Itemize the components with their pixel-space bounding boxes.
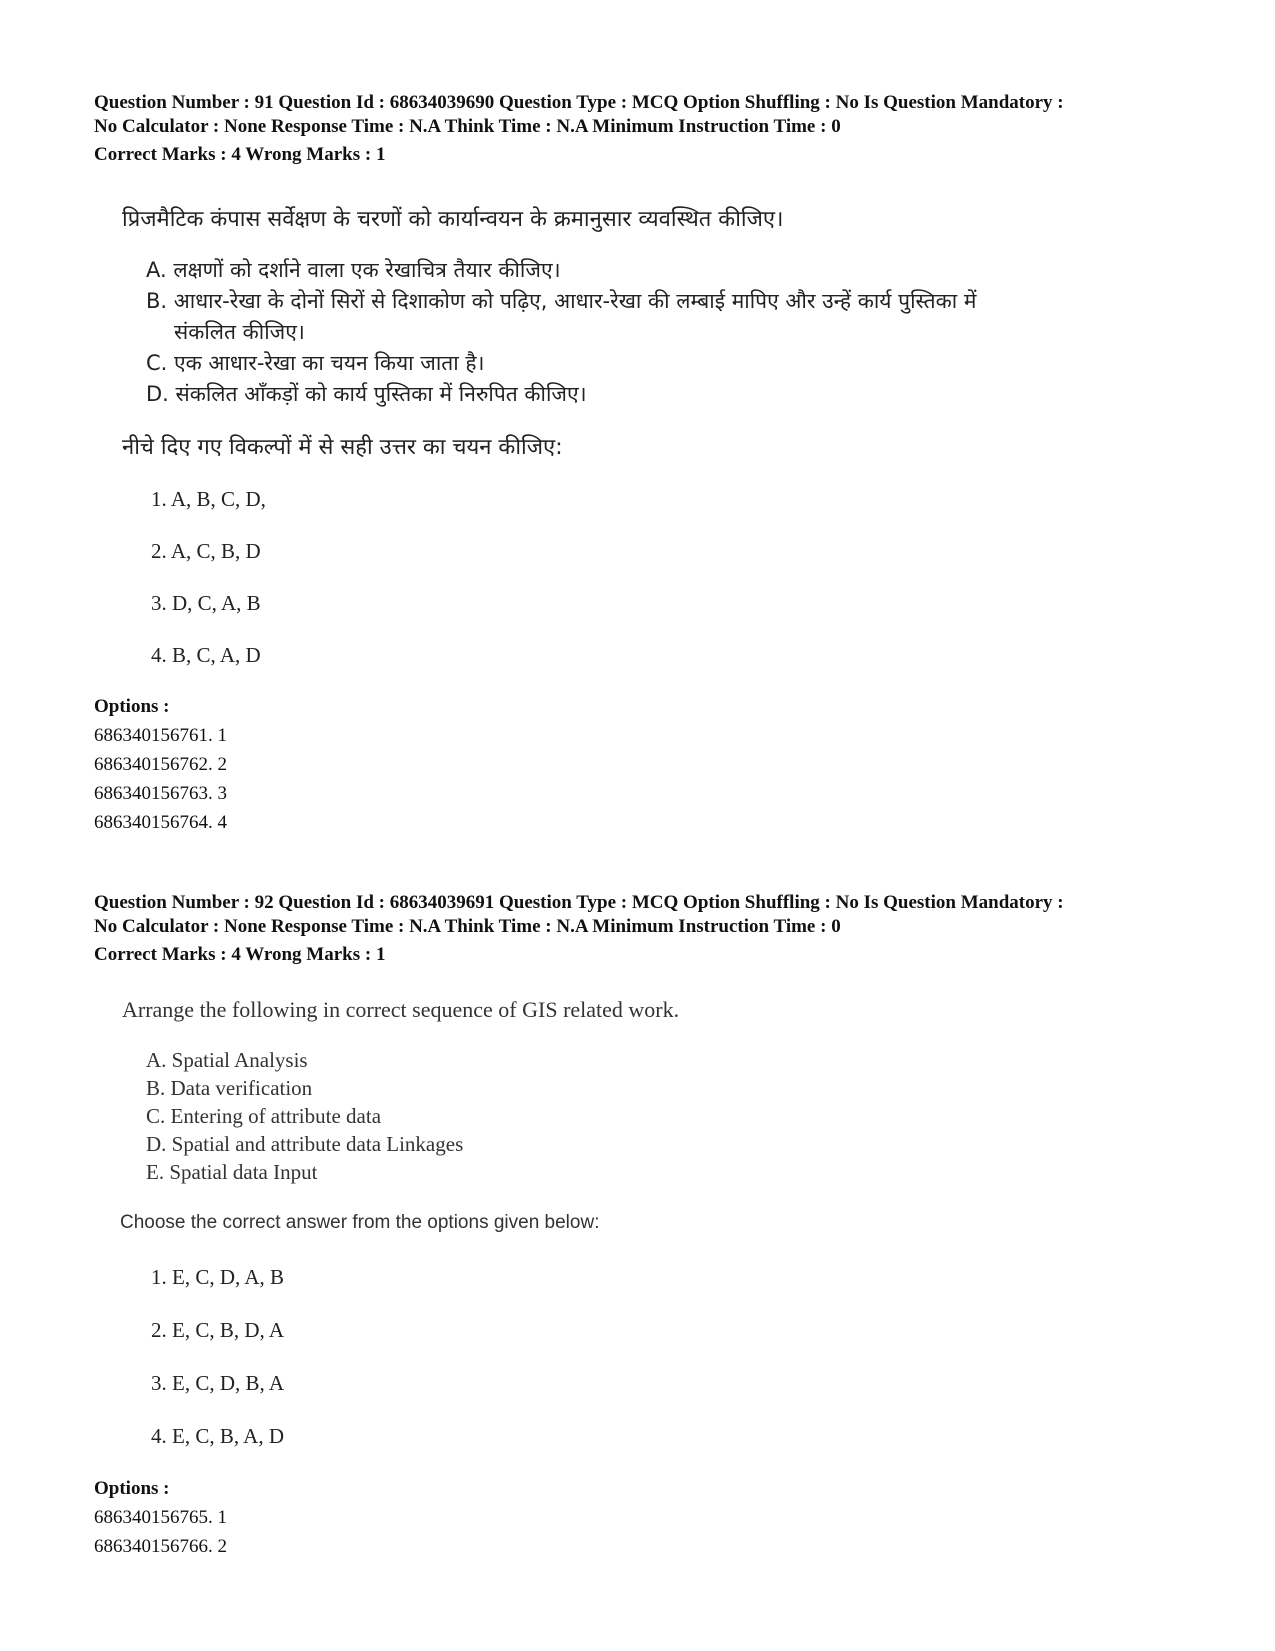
q91-item-c: C. एक आधार-रेखा का चयन किया जाता है। bbox=[146, 351, 485, 375]
q91-options-label: Options : bbox=[94, 696, 170, 717]
q91-meta-line-2: No Calculator : None Response Time : N.A Think Time : N.A Minimum Instruction Time : 0 bbox=[94, 116, 841, 137]
q91-choice-4: 4. B, C, A, D bbox=[151, 643, 261, 667]
q91-item-a: A. लक्षणों को दर्शाने वाला एक रेखाचित्र तैयार कीजिए। bbox=[146, 258, 561, 282]
q92-marks: Correct Marks : 4 Wrong Marks : 1 bbox=[94, 944, 386, 965]
q91-meta-line-1: Question Number : 91 Question Id : 68634039690 Question Type : MCQ Option Shuffling : No Is Question Mandatory : bbox=[94, 92, 1064, 113]
q91-option-1: 686340156761. 1 bbox=[94, 725, 227, 746]
q91-option-3: 686340156763. 3 bbox=[94, 783, 227, 804]
q91-item-b-continued: संकलित कीजिए। bbox=[174, 320, 305, 344]
q91-option-2: 686340156762. 2 bbox=[94, 754, 227, 775]
q91-item-b: B. आधार-रेखा के दोनों सिरों से दिशाकोण को पढ़िए, आधार-रेखा की लम्बाई मापिए और उन्हें कार्य पुस्तिका में bbox=[146, 289, 977, 313]
q92-item-a: A. Spatial Analysis bbox=[146, 1048, 308, 1072]
q92-meta-line-1: Question Number : 92 Question Id : 68634039691 Question Type : MCQ Option Shuffling : No Is Question Mandatory : bbox=[94, 892, 1064, 913]
q91-choice-3: 3. D, C, A, B bbox=[151, 591, 261, 615]
q91-choice-1: 1. A, B, C, D, bbox=[151, 487, 266, 511]
q92-item-d: D. Spatial and attribute data Linkages bbox=[146, 1132, 464, 1156]
q92-option-2: 686340156766. 2 bbox=[94, 1536, 227, 1557]
q92-options-label: Options : bbox=[94, 1478, 170, 1499]
q92-item-c: C. Entering of attribute data bbox=[146, 1104, 382, 1128]
q92-choice-2: 2. E, C, B, D, A bbox=[151, 1318, 285, 1342]
q92-item-e: E. Spatial data Input bbox=[146, 1160, 318, 1184]
q92-option-1: 686340156765. 1 bbox=[94, 1507, 227, 1528]
q91-header bbox=[94, 91, 1214, 167]
q92-choice-1: 1. E, C, D, A, B bbox=[151, 1265, 285, 1289]
q92-question-stem: Arrange the following in correct sequence of GIS related work. bbox=[122, 997, 680, 1022]
q92-meta-line-2: No Calculator : None Response Time : N.A Think Time : N.A Minimum Instruction Time : 0 bbox=[94, 916, 841, 937]
q92-choice-4: 4. E, C, B, A, D bbox=[151, 1424, 285, 1448]
q91-question-stem: प्रिजमैटिक कंपास सर्वेक्षण के चरणों को कार्यान्वयन के क्रमानुसार व्यवस्थित कीजिए। bbox=[122, 207, 784, 232]
q91-item-list bbox=[146, 255, 976, 410]
q91-option-4: 686340156764. 4 bbox=[94, 812, 227, 833]
q92-answer-prompt: Choose the correct answer from the options given below: bbox=[120, 1212, 600, 1233]
q92-item-b: B. Data verification bbox=[146, 1076, 313, 1100]
q91-choice-2: 2. A, C, B, D bbox=[151, 539, 261, 563]
q91-item-d: D. संकलित आँकड़ों को कार्य पुस्तिका में निरुपित कीजिए। bbox=[146, 382, 587, 406]
q92-header bbox=[94, 891, 1214, 967]
q91-marks: Correct Marks : 4 Wrong Marks : 1 bbox=[94, 144, 386, 165]
q92-choice-3: 3. E, C, D, B, A bbox=[151, 1371, 285, 1395]
q91-answer-prompt: नीचे दिए गए विकल्पों में से सही उत्तर का चयन कीजिए: bbox=[122, 435, 563, 460]
q92-item-list bbox=[146, 1046, 463, 1186]
